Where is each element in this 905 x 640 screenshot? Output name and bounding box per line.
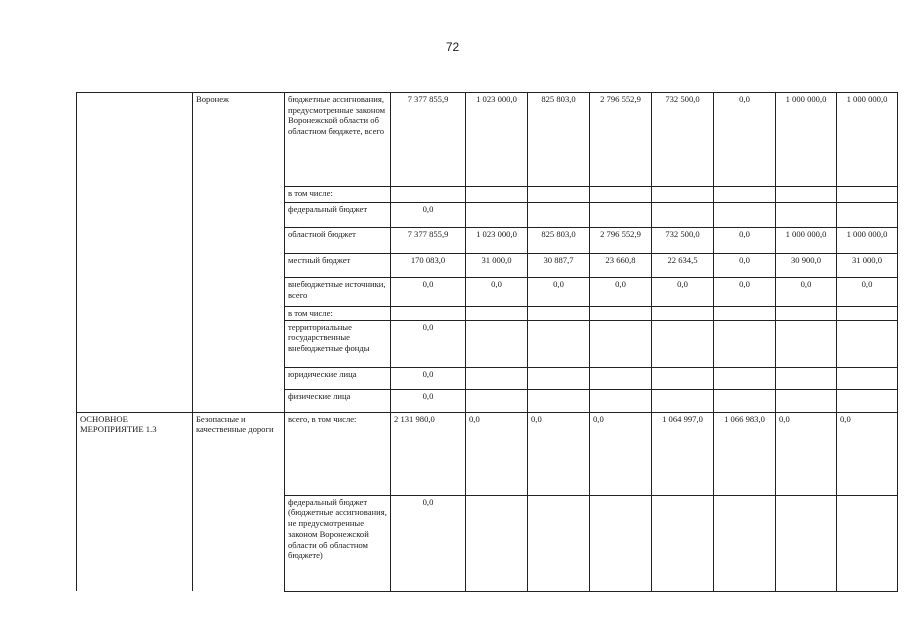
value-cell: 30 900,0 (776, 254, 837, 278)
page-number: 72 (445, 40, 460, 54)
measure-cell-empty (77, 93, 193, 413)
source-label: областной бюджет (285, 228, 391, 254)
table-row (77, 93, 898, 187)
source-label: в том числе: (285, 307, 391, 321)
value-cell: 0,0 (714, 228, 776, 254)
value-cell: 0,0 (714, 254, 776, 278)
value-cell: 0,0 (776, 412, 837, 495)
value-cell: 0,0 (528, 412, 590, 495)
table-row (77, 412, 898, 495)
source-label: бюджетные ассигнования, предусмотренные законом Воронежской области об областном бюджете, всего (285, 93, 391, 187)
value-cell: 0,0 (391, 203, 466, 228)
value-cell: 7 377 855,9 (391, 93, 466, 187)
value-cell: 170 083,0 (391, 254, 466, 278)
value-cell: 2 796 552,9 (590, 93, 652, 187)
value-cell: 22 634,5 (652, 254, 714, 278)
value-cell: 1 000 000,0 (837, 228, 898, 254)
value-cell: 825 803,0 (528, 228, 590, 254)
value-cell: 1 000 000,0 (776, 93, 837, 187)
value-cell: 1 023 000,0 (466, 228, 528, 254)
value-cell: 0,0 (590, 412, 652, 495)
value-cell: 1 023 000,0 (466, 93, 528, 187)
value-cell: 0,0 (714, 93, 776, 187)
source-label: внебюджетные источники, всего (285, 278, 391, 307)
value-cell: 1 000 000,0 (837, 93, 898, 187)
value-cell: 0,0 (528, 278, 590, 307)
value-cell: 0,0 (391, 278, 466, 307)
source-label: местный бюджет (285, 254, 391, 278)
measure-cell: ОСНОВНОЕ МЕРОПРИЯТИЕ 1.3 (77, 412, 193, 591)
value-cell: 825 803,0 (528, 93, 590, 187)
budget-table (76, 92, 898, 592)
value-cell: 31 000,0 (466, 254, 528, 278)
value-cell: 0,0 (391, 367, 466, 389)
value-cell: 30 887,7 (528, 254, 590, 278)
value-cell: 2 796 552,9 (590, 228, 652, 254)
value-cell: 0,0 (837, 278, 898, 307)
source-label: федеральный бюджет (285, 203, 391, 228)
source-label: федеральный бюджет (бюджетные ассигнования, не предусмотренные законом Воронежской области об областном бюджете) (285, 495, 391, 591)
value-cell: 732 500,0 (652, 228, 714, 254)
value-cell: 1 066 983,0 (714, 412, 776, 495)
value-cell: 31 000,0 (837, 254, 898, 278)
value-cell: 0,0 (391, 495, 466, 591)
value-cell: 0,0 (391, 389, 466, 412)
value-cell: 0,0 (391, 320, 466, 367)
value-cell: 732 500,0 (652, 93, 714, 187)
value-cell: 1 064 997,0 (652, 412, 714, 495)
source-label: всего, в том числе: (285, 412, 391, 495)
value-cell: 0,0 (590, 278, 652, 307)
value-cell: 0,0 (776, 278, 837, 307)
value-cell: 0,0 (837, 412, 898, 495)
value-cell: 23 660,8 (590, 254, 652, 278)
source-label: территориальные государственные внебюджетные фонды (285, 320, 391, 367)
value-cell: 1 000 000,0 (776, 228, 837, 254)
value-cell: 7 377 855,9 (391, 228, 466, 254)
value-cell: 0,0 (466, 278, 528, 307)
source-label: физические лица (285, 389, 391, 412)
source-label: в том числе: (285, 187, 391, 203)
value-cell: 2 131 980,0 (391, 412, 466, 495)
value-cell: 0,0 (466, 412, 528, 495)
measure-name-cell: Безопасные и качественные дороги (193, 412, 285, 591)
value-cell: 0,0 (714, 278, 776, 307)
source-label: юридические лица (285, 367, 391, 389)
location-cell: Воронеж (193, 93, 285, 413)
value-cell: 0,0 (652, 278, 714, 307)
